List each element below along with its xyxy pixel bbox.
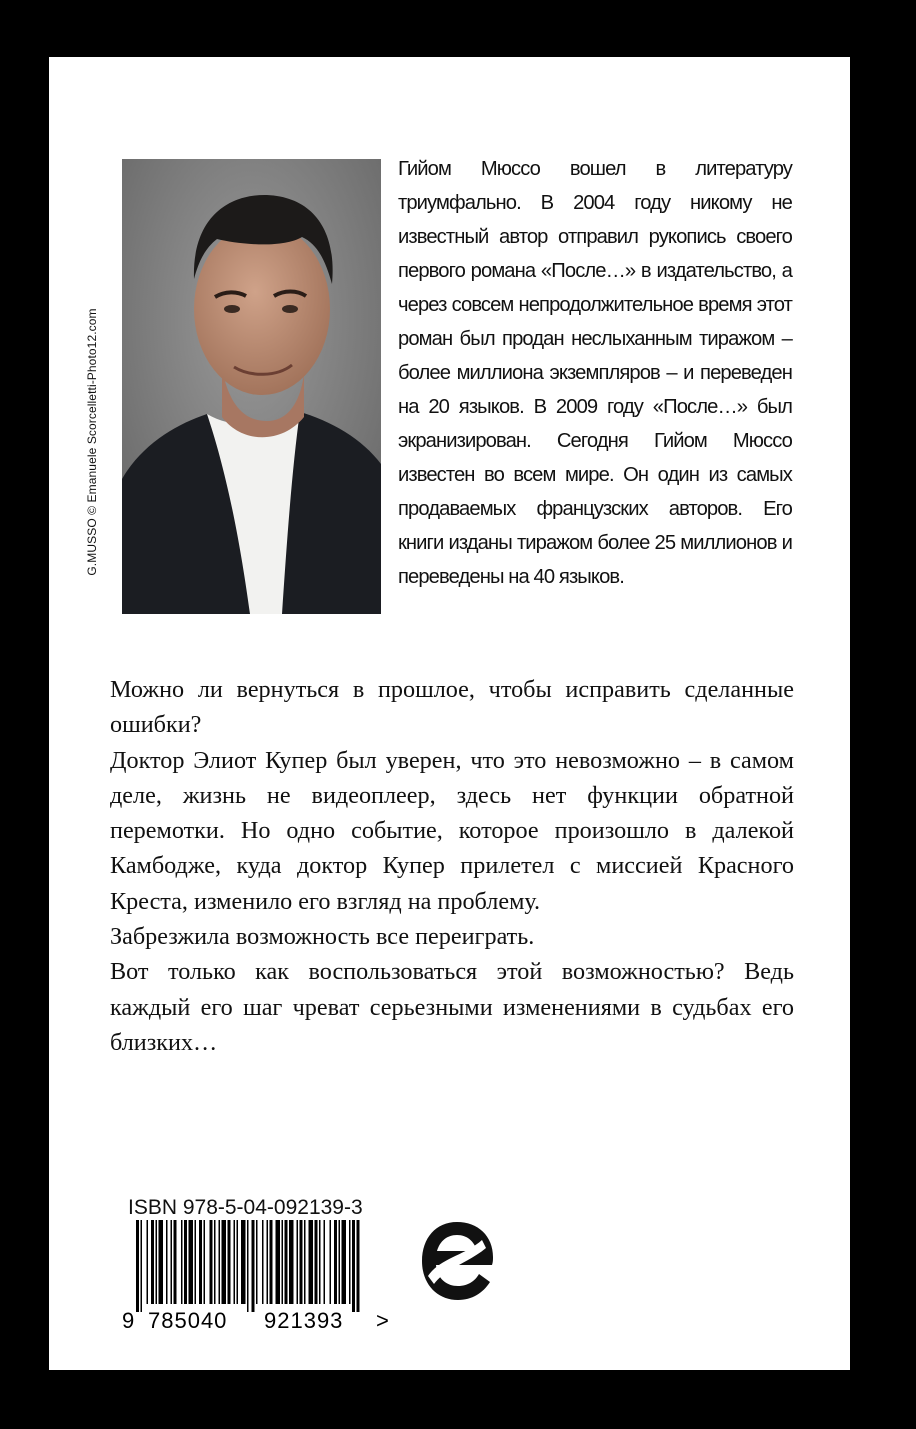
photo-credit — [80, 232, 104, 652]
synopsis-paragraph: Забрезжила возможность все переиграть. — [110, 923, 535, 951]
barcode-bar — [276, 1220, 281, 1304]
publisher-logo-icon — [420, 1218, 494, 1304]
barcode-bar — [324, 1220, 326, 1304]
barcode-bar — [241, 1220, 246, 1304]
synopsis-paragraph: Можно ли вернуться в прошлое, чтобы исправить сделанные ошибки? — [110, 676, 794, 739]
barcode-bar — [304, 1220, 306, 1304]
barcode-bar — [339, 1220, 341, 1304]
book-synopsis — [110, 672, 794, 1060]
barcode-bar — [270, 1220, 273, 1304]
barcode-bar — [166, 1220, 168, 1304]
barcode-bar — [342, 1220, 347, 1304]
barcode-bar — [189, 1220, 194, 1304]
barcode-bar — [300, 1220, 303, 1304]
barcode-bar — [214, 1220, 216, 1304]
barcode-bar — [195, 1220, 197, 1304]
barcode-bar — [334, 1220, 337, 1304]
barcode-end-mark: > — [376, 1308, 389, 1330]
barcode-bar — [156, 1220, 158, 1304]
barcode-bar — [159, 1220, 164, 1304]
barcode-bar — [237, 1220, 239, 1304]
barcode-bar — [147, 1220, 149, 1304]
barcode-bar — [352, 1220, 355, 1312]
barcode-bar — [151, 1220, 154, 1304]
barcode-bar — [252, 1220, 255, 1312]
author-photo — [122, 159, 381, 614]
isbn-label: ISBN 978-5-04-092139-3 — [128, 1196, 363, 1219]
barcode-bar — [141, 1220, 143, 1312]
barcode-bar — [289, 1220, 294, 1304]
barcode-bar — [228, 1220, 231, 1304]
synopsis-paragraph: Доктор Элиот Купер был уверен, что это невозможно – в самом деле, жизнь не видеоплеер, здесь нет функции обратной перемотки. Но одно событие, которое произошло в далекой Камбодже, куда доктор Купер прилетел с миссией Красного Креста, изменило его взгляд на проблему. — [110, 746, 794, 915]
barcode-bar — [247, 1220, 249, 1312]
author-bio: Гийом Мюссо вошел в литературу триумфально. В 2004 году никому не известный автор отправил рукопись своего первого романа «После…» в издательство, а через совсем непродолжительное время этот роман был продан неслыханным тиражом – более миллиона экземпляров – и переведен на 20 языков. В 2009 году «После…» был экранизирован. Сегодня Гийом Мюссо известен во всем мире. Он один из самых продаваемых французских авторов. Его книги изданы тиражом более 25 миллионов и переведены на 40 языков. — [398, 158, 792, 588]
barcode-bar — [184, 1220, 187, 1304]
barcode-bar — [234, 1220, 236, 1304]
barcode-bar — [349, 1220, 351, 1304]
barcode-bar — [330, 1220, 332, 1304]
barcode-bar — [204, 1220, 206, 1304]
barcode-left-group: 785040 — [148, 1308, 228, 1330]
barcode-bar — [297, 1220, 299, 1304]
barcode-bar — [309, 1220, 314, 1304]
barcode-bar — [357, 1220, 360, 1312]
barcode-bar — [285, 1220, 288, 1304]
barcode-bar — [267, 1220, 269, 1304]
barcode-bar — [319, 1220, 321, 1304]
barcode-bar — [210, 1220, 213, 1304]
synopsis-paragraph: Вот только как воспользоваться этой возможностью? Ведь каждый его шаг чреват серьезными изменениями в судьбах его близких… — [110, 958, 794, 1056]
barcode-right-group: 921393 — [264, 1308, 344, 1330]
photo-credit-text: G.MUSSO © Emanuele Scorcelletti-Photo12.com — [85, 308, 99, 576]
barcode-bar — [174, 1220, 177, 1304]
barcode-bar — [262, 1220, 264, 1304]
barcode-bar — [282, 1220, 284, 1304]
barcode-bar — [256, 1220, 258, 1304]
barcode-bar — [315, 1220, 318, 1304]
barcode-bar — [171, 1220, 173, 1304]
barcode-bar — [199, 1220, 202, 1304]
barcode-bar — [136, 1220, 139, 1312]
barcode-bar — [181, 1220, 183, 1304]
barcode — [122, 1220, 390, 1330]
barcode-bar — [219, 1220, 221, 1304]
barcode-bar — [222, 1220, 227, 1304]
barcode-first-digit: 9 — [122, 1308, 135, 1330]
